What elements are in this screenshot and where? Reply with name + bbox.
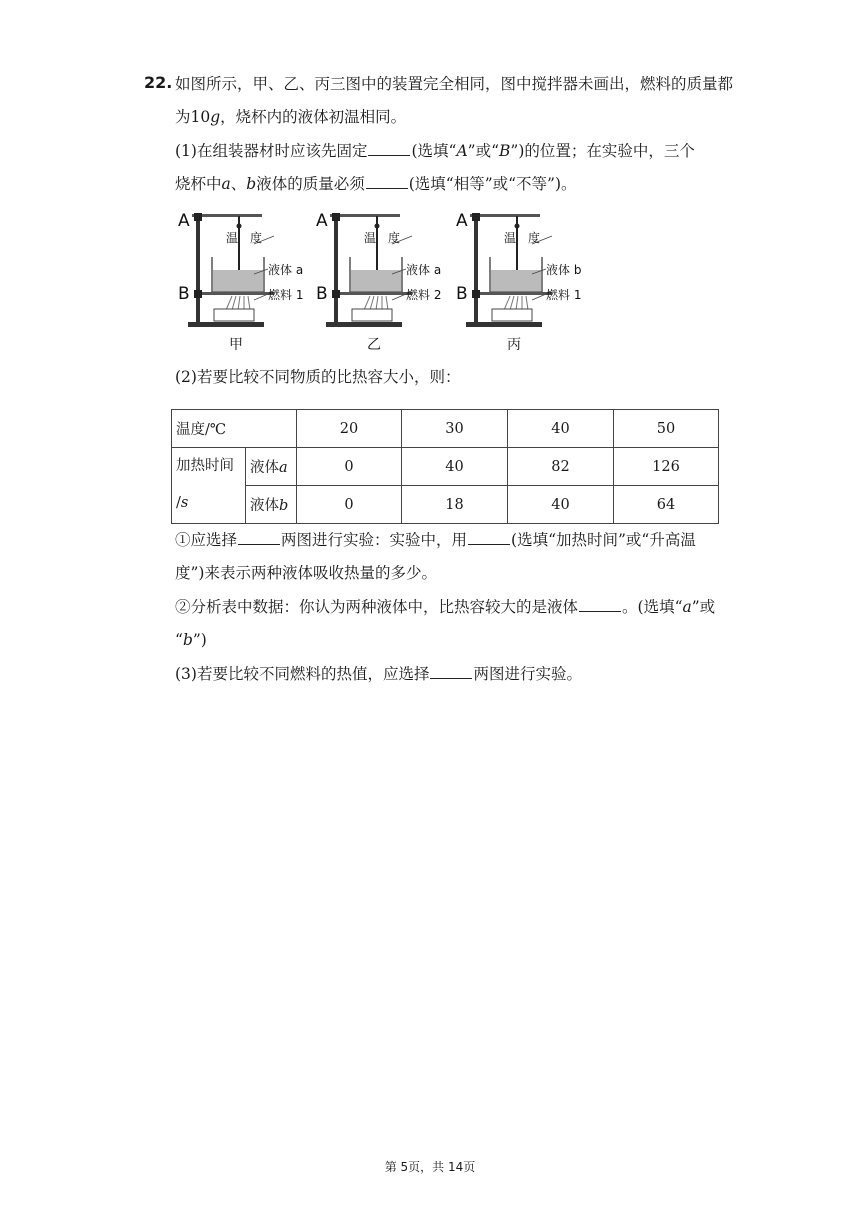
clamp-arm-A [470, 214, 540, 217]
part1-text: 烧杯中 [175, 175, 222, 193]
flame-icon [364, 296, 388, 310]
sub1-line2 [175, 563, 437, 583]
part3-line [175, 664, 582, 684]
label-liquid: 液体 b [546, 263, 582, 277]
table-cell-heat-label [172, 448, 246, 524]
panel-jia [178, 211, 303, 353]
table-cell: 20 [297, 410, 402, 448]
label-A: A [456, 211, 468, 231]
table-cell: 50 [614, 410, 719, 448]
stand-base [326, 322, 402, 327]
label-fuel: 燃料 1 [546, 288, 582, 302]
table-cell: 0 [297, 448, 402, 486]
row-label: 液体 [249, 460, 279, 476]
sub2-text: ②分析表中数据：你认为两种液体中，比热容较大的是液体 [175, 598, 579, 616]
intro-text: 为10 [175, 108, 211, 126]
ring-support-B [338, 292, 412, 295]
row-label: 液体 [249, 498, 279, 514]
part2-title [175, 367, 460, 387]
burner-icon [352, 309, 392, 321]
table-cell: 30 [402, 410, 508, 448]
part1-line2 [175, 174, 577, 194]
label-B: B [456, 284, 468, 304]
table-cell: 18 [402, 486, 508, 524]
table-row [172, 410, 719, 448]
label-B: B [178, 284, 190, 304]
table-cell-liquid-a [245, 448, 296, 486]
part1-text: 液体的质量必须 [256, 175, 365, 193]
table-cell: 40 [508, 486, 614, 524]
ring-support-B [478, 292, 552, 295]
sub2-text: ”) [192, 631, 207, 649]
part1-text: 、 [230, 175, 247, 193]
part2-text: (2)若要比较不同物质的比热容大小，则： [175, 368, 461, 386]
clamp-arm-A [330, 214, 400, 217]
table-cell-liquid-b [245, 486, 296, 524]
thermometer-bulb-icon [515, 224, 520, 229]
answer-blank-2[interactable] [366, 174, 408, 189]
table-row [172, 448, 719, 486]
label-fuel: 燃料 1 [268, 288, 304, 302]
row-var: a [278, 460, 288, 476]
answer-blank-5[interactable] [579, 597, 621, 612]
answer-blank-4[interactable] [468, 530, 510, 545]
part1-text: (1)在组装器材时应该先固定 [175, 142, 368, 160]
sub2-text: ”或 [691, 598, 716, 616]
page-footer: 第 5页，共 14页 [384, 1160, 476, 1174]
stand-rod [196, 214, 200, 324]
table-row [172, 486, 719, 524]
flame-icon [504, 296, 528, 310]
caption: 丙 [507, 337, 521, 353]
clamp-B [472, 290, 480, 298]
thermometer-bulb-icon [237, 224, 242, 229]
part1-text: ”)的位置；在实验中，三个 [510, 142, 695, 160]
part3-text: 两图进行实验。 [473, 665, 582, 683]
clamp-A [332, 213, 340, 221]
question-intro-line1 [175, 74, 733, 94]
question-number: 22. [144, 73, 173, 92]
table-cell: 40 [402, 448, 508, 486]
table-cell-temp-label: 温度/℃ [172, 410, 297, 448]
table-cell: 64 [614, 486, 719, 524]
stand-rod [334, 214, 338, 324]
var-a: a [221, 175, 231, 193]
label-liquid: 液体 a [406, 263, 442, 277]
burner-icon [492, 309, 532, 321]
sub1-text: ①应选择 [175, 531, 238, 549]
label-thermometer: 温 度 [504, 231, 541, 245]
clamp-B [194, 290, 202, 298]
question-intro-line2 [175, 107, 406, 127]
sub1-text: 两图进行实验：实验中，用 [281, 531, 468, 549]
sub1-text: (选填“加热时间”或“升高温 [511, 531, 696, 549]
panel-bing [456, 211, 581, 353]
clamp-arm-A [192, 214, 262, 217]
part1-line1 [175, 141, 695, 161]
option-B: B [499, 142, 511, 160]
clamp-A [194, 213, 202, 221]
sub1-line1 [175, 530, 696, 550]
label-thermometer: 温 度 [226, 231, 263, 245]
stand-base [466, 322, 542, 327]
sub2-text: “ [175, 631, 183, 649]
var-b: b [182, 631, 193, 649]
label-A: A [178, 211, 190, 231]
answer-blank-1[interactable] [368, 141, 410, 156]
answer-blank-6[interactable] [430, 664, 472, 679]
label-B: B [316, 284, 328, 304]
intro-text: ，烧杯内的液体初温相同。 [220, 108, 407, 126]
stand-base [188, 322, 264, 327]
burner-icon [214, 309, 254, 321]
label-fuel: 燃料 2 [406, 288, 442, 302]
clamp-A [472, 213, 480, 221]
var-a: a [682, 598, 692, 616]
sub1-text: 度”)来表示两种液体吸收热量的多少。 [175, 564, 437, 582]
heat-label-unit: s [180, 495, 189, 511]
table-cell: 82 [508, 448, 614, 486]
answer-blank-3[interactable] [238, 530, 280, 545]
apparatus-figure [174, 202, 594, 358]
heat-label-line1: 加热时间 [176, 458, 234, 474]
sub2-text: 。(选填“ [622, 598, 683, 616]
caption: 乙 [367, 337, 381, 353]
flame-icon [226, 296, 250, 310]
thermometer-bulb-icon [375, 224, 380, 229]
heat-label-slash: / [176, 495, 181, 511]
row-var: b [278, 498, 289, 514]
ring-support-B [200, 292, 274, 295]
part1-text: (选填“相等”或“不等”)。 [408, 175, 577, 193]
table-cell: 0 [297, 486, 402, 524]
var-b: b [246, 175, 257, 193]
part1-text: ”或“ [467, 142, 500, 160]
caption: 甲 [229, 337, 243, 353]
intro-text: 如图所示，甲、乙、丙三图中的装置完全相同，图中搅拌器未画出，燃料的质量都 [175, 75, 734, 93]
clamp-B [332, 290, 340, 298]
sub2-line2 [175, 630, 207, 650]
data-table [171, 409, 719, 524]
table-cell: 40 [508, 410, 614, 448]
panel-yi [316, 211, 441, 353]
label-liquid: 液体 a [268, 263, 304, 277]
part3-text: (3)若要比较不同燃料的热值，应选择 [175, 665, 430, 683]
label-A: A [316, 211, 328, 231]
table-cell: 126 [614, 448, 719, 486]
option-A: A [456, 142, 468, 160]
stand-rod [474, 214, 478, 324]
sub2-line1 [175, 597, 715, 617]
unit-g: g [210, 108, 221, 126]
label-thermometer: 温 度 [364, 231, 401, 245]
part1-text: (选填“ [411, 142, 457, 160]
